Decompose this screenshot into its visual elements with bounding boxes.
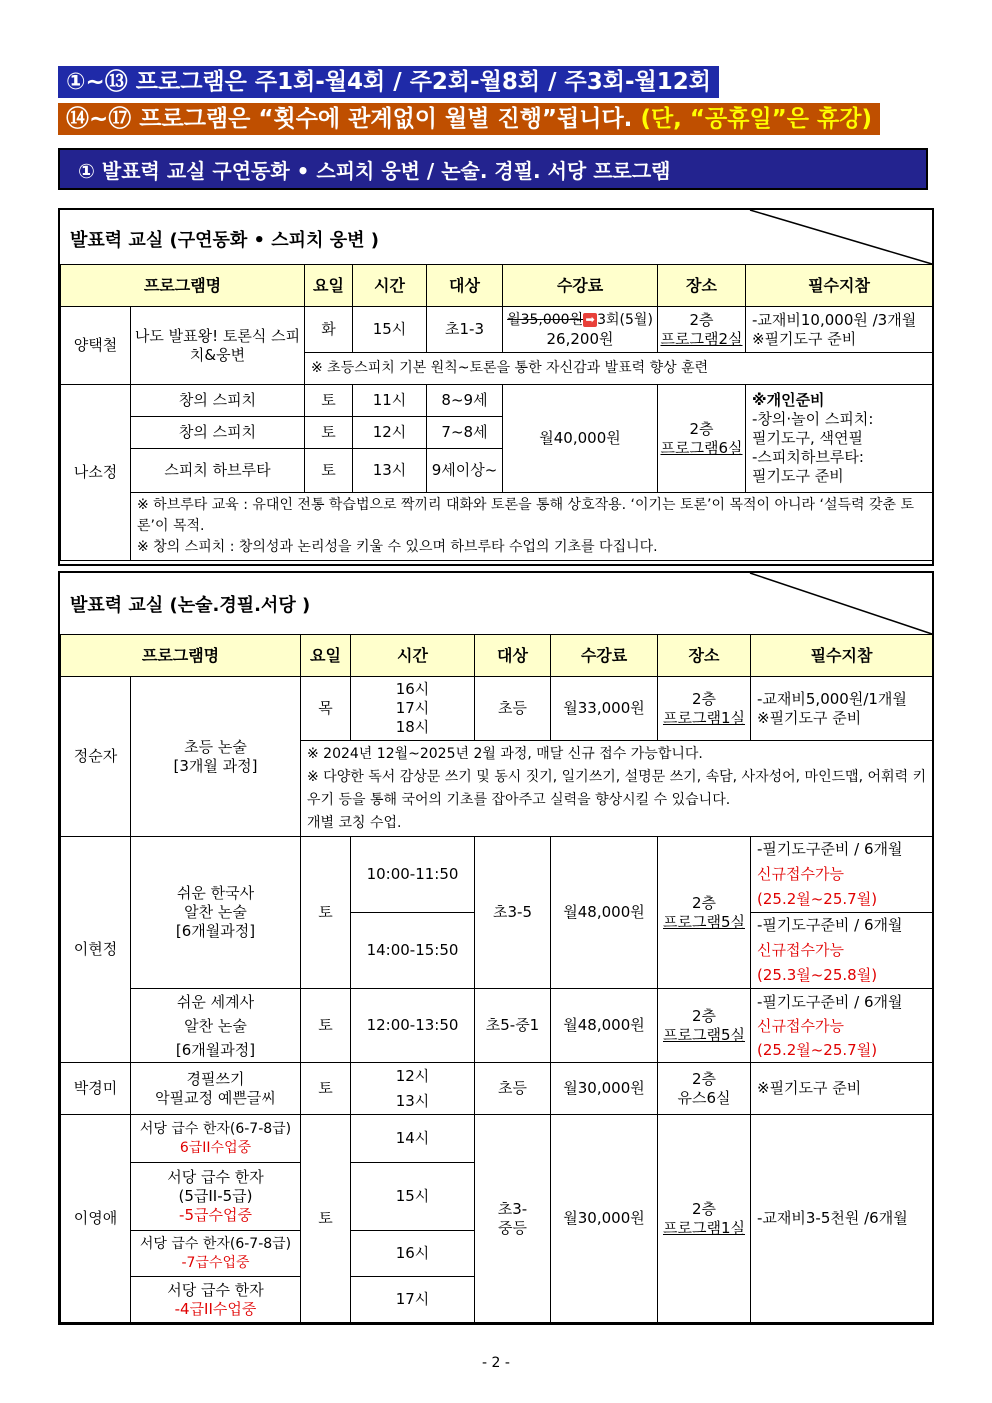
- target-cell: 초5-중1: [475, 989, 551, 1063]
- time-cell: 12시: [353, 417, 427, 449]
- program-line: 초등 논술: [184, 737, 247, 756]
- required-cell: [751, 677, 933, 741]
- target-cell: [475, 1115, 551, 1323]
- required-line: -교재비5,000원/1개월: [757, 689, 907, 708]
- day-cell: 토: [301, 1063, 351, 1115]
- note-line: 개별 코칭 수업.: [307, 814, 402, 831]
- time-cell: 12:00-13:50: [351, 989, 475, 1063]
- place-cell: [658, 837, 751, 989]
- speech-table: [60, 264, 933, 561]
- time-cell: 15시: [351, 1163, 475, 1231]
- fee-cell: [503, 307, 658, 353]
- panel-writing-title: 발표력 교실 (논술.경필.서당 ): [70, 595, 311, 616]
- program-line: 서당 급수 한자: [167, 1168, 264, 1186]
- required-line: 신규접수가능: [757, 865, 844, 883]
- banner-session-counts: ①~⑬ 프로그램은 주1회-월4회 / 주2회-월8회 / 주3회-월12회: [58, 66, 719, 98]
- program-line: [6개월과정]: [175, 1040, 256, 1059]
- target-line: 중등: [498, 1218, 527, 1237]
- panel-speech-title: 발표력 교실 (구연동화 • 스피치 웅변 ): [70, 230, 379, 251]
- required-line: 필기도구 준비: [752, 467, 844, 485]
- required-line: -필기도구준비 / 6개월: [757, 992, 903, 1011]
- header-program: 프로그램명: [61, 635, 301, 677]
- required-cell: [751, 837, 933, 913]
- section-title: ① 발표력 교실 구연동화 • 스피치 웅변 / 논술. 경필. 서당 프로그램: [58, 148, 928, 190]
- required-cell: [751, 913, 933, 989]
- fee-cell: 월30,000원: [551, 1115, 658, 1323]
- program-line: 서당 급수 한자(6-7-8급): [139, 1235, 292, 1252]
- banner-monthly-notice: [58, 103, 880, 135]
- time-cell: 10:00-11:50: [351, 837, 475, 913]
- program-name: [131, 1115, 301, 1163]
- day-cell: 토: [301, 837, 351, 989]
- place-floor: 2층: [689, 419, 714, 438]
- place-floor: 2층: [691, 1069, 717, 1088]
- day-cell: 토: [305, 449, 353, 493]
- place-room: 프로그램1실: [663, 1218, 745, 1237]
- target-line: 초3-: [497, 1199, 528, 1218]
- program-name: [131, 1277, 301, 1323]
- required-cell: [746, 385, 933, 493]
- fee-cell: 월30,000원: [551, 1063, 658, 1115]
- header-day: 요일: [305, 265, 353, 307]
- time-line: 18시: [395, 718, 430, 736]
- note-line: ※ 하브루타 교육 : 유대인 전통 학습법으로 짝끼리 대화와 토론을 통해 상호작용. ‘이기는 토론’이 목적이 아니라 ‘설득력 갖춘 토론’이 목적.: [137, 497, 915, 534]
- time-cell: [351, 1063, 475, 1115]
- required-cell: ※필기도구 준비: [751, 1063, 933, 1115]
- time-cell: 15시: [353, 307, 427, 353]
- program-status: 6급II수업중: [179, 1139, 252, 1156]
- program-status: -4급II수업중: [174, 1299, 257, 1318]
- banner-monthly-main: ⑭~⑰ 프로그램은 “횟수에 관계없이 월별 진행”됩니다.: [66, 106, 633, 132]
- required-line: -스피치하브루타:: [752, 448, 864, 466]
- header-fee: 수강료: [551, 635, 658, 677]
- header-time: 시간: [351, 635, 475, 677]
- header-place: 장소: [658, 635, 751, 677]
- program-line: [3개월 과정]: [173, 756, 258, 775]
- required-line: 필기도구, 색연필: [752, 429, 863, 447]
- time-cell: 13시: [353, 449, 427, 493]
- time-cell: 16시: [351, 1231, 475, 1277]
- day-cell: 토: [301, 1115, 351, 1323]
- program-note: ※ 초등스피치 기본 원칙~토론을 통한 자신감과 발표력 향상 훈련: [305, 353, 933, 385]
- program-line: 경필쓰기: [186, 1069, 245, 1088]
- header-place: 장소: [658, 265, 746, 307]
- place-cell: [658, 385, 746, 493]
- fee-cell: 월40,000원: [503, 385, 658, 493]
- program-name: [131, 989, 301, 1063]
- place-room: 프로그램6실: [660, 438, 743, 457]
- teacher-name: 양택철: [61, 307, 131, 385]
- header-day: 요일: [301, 635, 351, 677]
- day-cell: 토: [301, 989, 351, 1063]
- banner-holiday-highlight: (단, “공휴일”은 휴강): [640, 106, 872, 132]
- target-cell: 7~8세: [427, 417, 503, 449]
- fee-cell: 월48,000원: [551, 989, 658, 1063]
- teacher-name: 이영애: [61, 1115, 131, 1323]
- program-line: (5급II-5급): [178, 1187, 253, 1205]
- teacher-name: 나소정: [61, 385, 131, 561]
- target-cell: 초1-3: [427, 307, 503, 353]
- day-cell: 토: [305, 385, 353, 417]
- arrow-right-icon: ➡: [583, 313, 597, 327]
- time-cell: 17시: [351, 1277, 475, 1323]
- place-floor: 2층: [691, 689, 717, 708]
- place-cell: [658, 677, 751, 741]
- place-room: 프로그램1실: [663, 708, 745, 727]
- day-cell: 화: [305, 307, 353, 353]
- fee-new: 26,200원: [546, 329, 614, 348]
- panel-speech: [58, 208, 934, 566]
- program-name: 나도 발표왕! 토론식 스피치&웅변: [131, 307, 305, 385]
- program-name: 스피치 하브루타: [131, 449, 305, 493]
- header-required: 필수지참: [751, 635, 933, 677]
- time-cell: 14:00-15:50: [351, 913, 475, 989]
- place-room: 유스6실: [677, 1088, 731, 1107]
- program-name: [131, 837, 301, 989]
- header-required: 필수지참: [746, 265, 933, 307]
- teacher-name: 이현정: [61, 837, 131, 1063]
- program-note: [301, 741, 933, 837]
- target-cell: 초등: [475, 677, 551, 741]
- program-line: 알찬 논술: [184, 903, 247, 921]
- fee-new-sessions: 3회(5월): [597, 311, 653, 328]
- required-line: (25.2월~25.7월): [757, 890, 878, 908]
- header-target: 대상: [475, 635, 551, 677]
- place-cell: [658, 307, 746, 353]
- program-line: 알찬 논술: [184, 1016, 247, 1035]
- fee-cell: 월33,000원: [551, 677, 658, 741]
- time-cell: 11시: [353, 385, 427, 417]
- place-room: 프로그램2실: [660, 329, 743, 348]
- place-floor: 2층: [691, 1199, 717, 1218]
- writing-table: [60, 634, 933, 1323]
- program-status: -7급수업중: [181, 1254, 250, 1271]
- time-line: 12시: [395, 1066, 430, 1085]
- program-status: -5급수업중: [179, 1206, 252, 1224]
- target-cell: 8~9세: [427, 385, 503, 417]
- required-line: 신규접수가능: [757, 941, 844, 959]
- required-line: ※필기도구 준비: [752, 329, 857, 348]
- time-cell: 14시: [351, 1115, 475, 1163]
- required-line: -필기도구준비 / 6개월: [757, 840, 903, 858]
- program-line: 서당 급수 한자: [167, 1280, 264, 1299]
- time-line: 16시: [395, 680, 430, 698]
- required-line: 신규접수가능: [757, 1016, 844, 1035]
- place-floor: 2층: [691, 893, 717, 912]
- panel-writing: [58, 571, 934, 1325]
- program-name: [131, 677, 301, 837]
- program-line: 악필교정 예쁜글씨: [155, 1088, 276, 1107]
- required-cell: [746, 307, 933, 353]
- note-line: ※ 2024년 12월~2025년 2월 과정, 매달 신규 접수 가능합니다.: [307, 745, 703, 762]
- program-line: 쉬운 한국사: [176, 884, 255, 902]
- required-cell: -교재비3-5천원 /6개월: [751, 1115, 933, 1323]
- program-name: 창의 스피치: [131, 417, 305, 449]
- target-cell: 9세이상~: [427, 449, 503, 493]
- note-line: ※ 창의 스피치 : 창의성과 논리성을 키울 수 있으며 하브루타 수업의 기초를 다집니다.: [137, 539, 658, 555]
- required-line: ※필기도구 준비: [757, 708, 862, 727]
- fee-old: 월35,000원: [507, 311, 584, 328]
- time-cell: [351, 677, 475, 741]
- page-number: - 2 -: [482, 1355, 510, 1371]
- target-cell: 초3-5: [475, 837, 551, 989]
- required-line: -필기도구준비 / 6개월: [757, 916, 903, 934]
- required-line: (25.3월~25.8월): [757, 966, 878, 984]
- header-target: 대상: [427, 265, 503, 307]
- program-note: [131, 493, 933, 561]
- place-cell: [658, 1063, 751, 1115]
- program-line: 쉬운 세계사: [176, 992, 255, 1011]
- day-cell: 토: [305, 417, 353, 449]
- time-line: 13시: [395, 1091, 430, 1110]
- place-room: 프로그램5실: [663, 1025, 745, 1044]
- program-line: [6개월과정]: [175, 922, 256, 940]
- required-title: ※개인준비: [752, 391, 825, 409]
- place-floor: 2층: [689, 310, 714, 329]
- program-name: [131, 1163, 301, 1231]
- fee-cell: 월48,000원: [551, 837, 658, 989]
- header-fee: 수강료: [503, 265, 658, 307]
- required-line: -창의·놀이 스피치:: [752, 410, 874, 428]
- place-room: 프로그램5실: [663, 912, 745, 931]
- time-line: 17시: [395, 699, 430, 717]
- day-cell: 목: [301, 677, 351, 741]
- program-line: 서당 급수 한자(6-7-8급): [139, 1120, 292, 1137]
- required-line: -교재비10,000원 /3개월: [752, 310, 917, 329]
- place-floor: 2층: [691, 1006, 717, 1025]
- program-name: [131, 1063, 301, 1115]
- note-line: ※ 다양한 독서 감상문 쓰기 및 동시 짓기, 일기쓰기, 설명문 쓰기, 속담, 사자성어, 마인드맵, 어휘력 키우기 등을 통해 국어의 기초를 잡아주고 실력을 향상시킬 수 있습니다.: [307, 768, 927, 808]
- required-cell: [751, 989, 933, 1063]
- place-cell: [658, 1115, 751, 1323]
- program-name: [131, 1231, 301, 1277]
- teacher-name: 정순자: [61, 677, 131, 837]
- program-name: 창의 스피치: [131, 385, 305, 417]
- place-cell: [658, 989, 751, 1063]
- teacher-name: 박경미: [61, 1063, 131, 1115]
- header-time: 시간: [353, 265, 427, 307]
- target-cell: 초등: [475, 1063, 551, 1115]
- header-program: 프로그램명: [61, 265, 305, 307]
- required-line: (25.2월~25.7월): [757, 1040, 878, 1059]
